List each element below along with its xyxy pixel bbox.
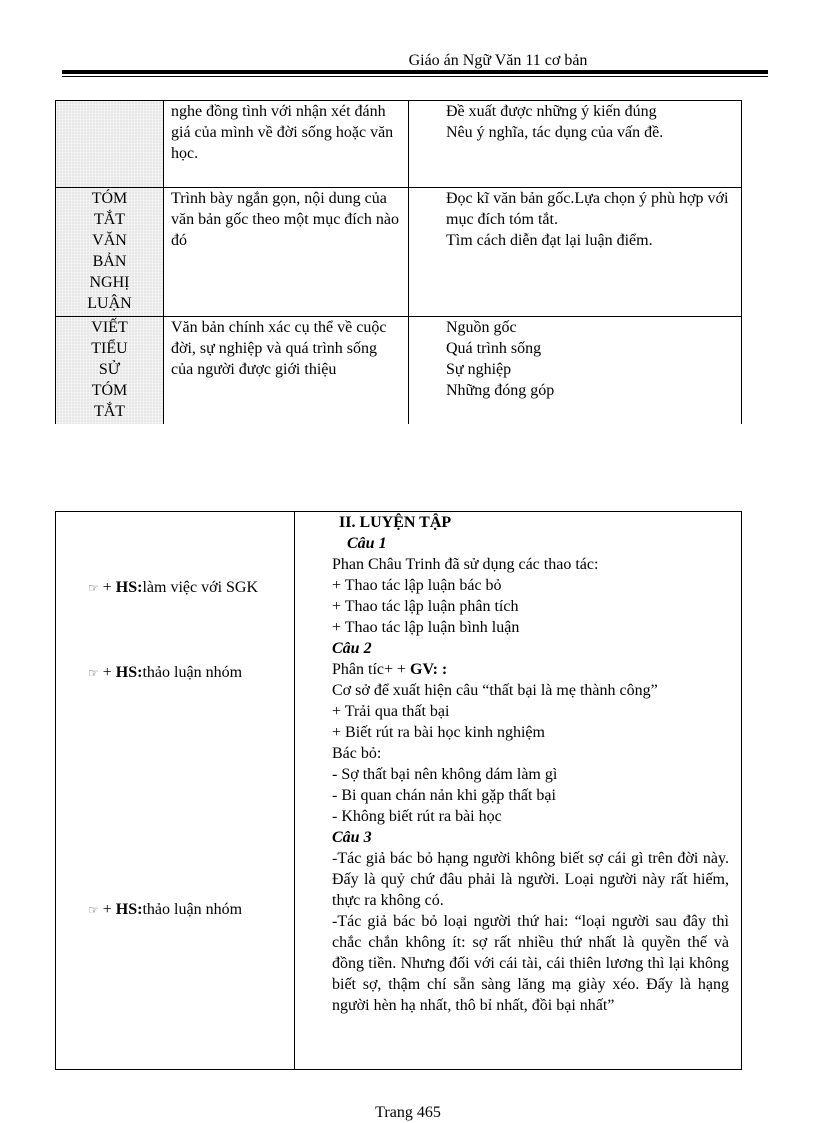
content-line: + Biết rút ra bài học kinh nghiệm	[332, 724, 545, 741]
step-text: Sự nghiệp	[446, 361, 512, 378]
activity-notes-cell	[56, 512, 295, 1070]
step-text: Tìm cách diễn đạt lại luận điểm.	[446, 232, 653, 249]
activity-note: ☞ + HS:thảo luận nhóm	[88, 664, 243, 681]
content-line: + Trải qua thất bại	[332, 703, 450, 720]
content-paragraph: -Tác giả bác bỏ loại người thứ hai: “loại người sau đây thì chắc chắn không ít: sợ rất nhiều thứ nhất là quyền thế và đồng tiền. Nhưng đối với cái tài, cái thiên lương thì lại không biết sợ, thậm chí sẵn sàng lăng mạ giày xéo. Đấy là hạng người hèn hạ nhất, thô bỉ nhất, đồi bại nhất”	[332, 913, 729, 1014]
content-line: Bác bỏ:	[332, 745, 382, 762]
row-label-line: BẢN	[92, 253, 127, 270]
hand-pointer-icon: ☞	[88, 666, 99, 680]
hand-pointer-icon: ☞	[88, 581, 99, 595]
row-label-line: VĂN	[92, 232, 127, 249]
row-steps-cell	[409, 188, 742, 317]
row-label-line: TẮT	[93, 211, 126, 228]
content-line: + Thao tác lập luận bình luận	[332, 619, 520, 636]
content-line: - Không biết rút ra bài học	[332, 808, 502, 825]
step-text: Đề xuất được những ý kiến đúng	[446, 103, 657, 120]
row-label-line: TẮT	[93, 403, 126, 420]
table-row	[56, 101, 742, 188]
practice-content-cell	[295, 512, 742, 1070]
content-line: + Thao tác lập luận bác bỏ	[332, 577, 502, 594]
row-desc-cell: Văn bản chính xác cụ thể về cuộc đời, sự nghiệp và quá trình sống của người được giới thiệu	[164, 317, 409, 425]
content-paragraph: -Tác giả bác bỏ hạng người không biết sợ cái gì trên đời này. Đấy là quỷ chứ đâu phải là người. Loại người này rất hiếm, thực ra không có.	[332, 850, 729, 909]
table-row	[56, 317, 742, 425]
row-label-cell	[56, 317, 164, 425]
question-title: Câu 3	[332, 829, 372, 846]
row-label-line: LUẬN	[87, 295, 132, 312]
step-text: Đọc kĩ văn bản gốc.Lựa chọn ý phù hợp với mục đích tóm tắt.	[446, 190, 729, 228]
page-header-title: Giáo án Ngữ Văn 11 cơ bản	[408, 52, 588, 69]
hand-pointer-icon: ☞	[88, 903, 99, 917]
activity-note: ☞ + HS:làm việc với SGK	[88, 579, 259, 596]
question-title: Câu 2	[332, 640, 372, 657]
practice-table	[55, 511, 742, 1070]
header-rule-thin	[62, 76, 768, 77]
section-title: II. LUYỆN TẬP	[339, 514, 452, 531]
summary-table	[55, 100, 742, 424]
row-label-line: NGHỊ	[89, 274, 130, 291]
row-label-line: VIẾT	[91, 319, 128, 336]
table-row	[56, 512, 742, 1070]
row-label-line: TÓM	[91, 382, 128, 399]
step-text: Nguồn gốc	[446, 319, 517, 336]
activity-note: ☞ + HS:thảo luận nhóm	[88, 901, 243, 918]
row-label-line: TIỂU	[91, 340, 128, 357]
page-number: Trang 465	[375, 1104, 441, 1121]
table-row	[56, 188, 742, 317]
row-label-line: SỬ	[98, 361, 121, 378]
step-text: Nêu ý nghĩa, tác dụng của vấn đề.	[446, 124, 664, 141]
step-text: Những đóng góp	[446, 382, 555, 399]
content-line: Phân tíc+ + GV: :	[332, 661, 448, 678]
question-title: Câu 1	[347, 535, 387, 552]
row-steps-cell	[409, 101, 742, 188]
content-line: Phan Châu Trinh đã sử dụng các thao tác:	[332, 556, 599, 573]
row-desc-cell: nghe đồng tình với nhận xét đánh giá của mình về đời sống hoặc văn học.	[164, 101, 409, 188]
content-line: - Sợ thất bại nên không dám làm gì	[332, 766, 558, 783]
row-label-line: TÓM	[91, 190, 128, 207]
content-line: - Bi quan chán nản khi gặp thất bại	[332, 787, 556, 804]
row-label-cell	[56, 188, 164, 317]
row-desc-cell: Trình bày ngắn gọn, nội dung của văn bản gốc theo một mục đích nào đó	[164, 188, 409, 317]
row-steps-cell	[409, 317, 742, 425]
content-line: + Thao tác lập luận phân tích	[332, 598, 519, 615]
header-rule-thick	[62, 70, 768, 74]
row-label-cell	[56, 101, 164, 188]
content-line: Cơ sở để xuất hiện câu “thất bại là mẹ thành công”	[332, 682, 658, 699]
step-text: Quá trình sống	[446, 340, 542, 357]
